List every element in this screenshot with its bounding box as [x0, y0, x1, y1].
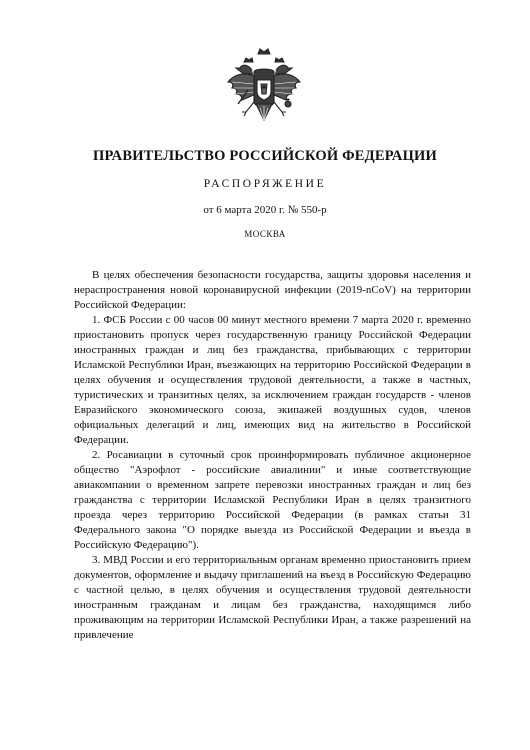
order-title: РАСПОРЯЖЕНИЕ — [203, 178, 327, 190]
clause-paragraph-1: 1. ФСБ России с 00 часов 00 минут местного времени 7 марта 2020 г. временно приостановить пропуск через государственную границу Российской Федерации иностранных граждан и лиц без гражданства, прибывающих с территории Исламской Республики Иран, въезжающих на территорию Российской Федерации в целях обучения и осуществления трудовой деятельности, а также в частных, туристических и транзитных целях, за исключением граждан государств - членов Евразийского экономического союза, экипажей воздушных судов, членов официальных делегаций и лиц, имеющих вид на жительство в Российской Федерации. — [74, 314, 471, 446]
government-title: ПРАВИТЕЛЬСТВО РОССИЙСКОЙ ФЕДЕРАЦИИ — [92, 148, 438, 164]
clause-paragraph-3: 3. МВД России и его территориальным органам временно приостановить прием документов, оформление и выдачу приглашений на въезд в Российскую Федерацию с частной целью, в целях обучения и осуществления трудовой деятельности иностранным гражданам и лицам без гражданства, находящимся либо проживающим на территории Исламской Республики Иран, а также разрешений на привлечение — [74, 554, 471, 641]
coat-of-arms-icon — [226, 46, 302, 128]
clause-paragraph-2: 2. Росавиации в суточный срок проинформировать публичное акционерное общество "Аэрофлот - российские авиалинии" и иные соответствующие авиакомпании о временном запрете перевозки иностранных граждан и лиц без гражданства с территории Исламской Республики Иран в целях транзитного проезда через территорию Российской Федерации (в рамках статьи 31 Федерального закона "О порядке выезда из Российской Федерации и въезда в Российскую Федерацию"). — [74, 449, 471, 551]
issue-city: МОСКВА — [244, 229, 286, 239]
preamble-paragraph: В целях обеспечения безопасности государства, защиты здоровья населения и нераспространения новой коронавирусной инфекции (2019-nCoV) на территории Российской Федерации: — [74, 269, 471, 311]
order-date-number: от 6 марта 2020 г. № 550-р — [203, 204, 327, 216]
order-body — [74, 268, 471, 643]
